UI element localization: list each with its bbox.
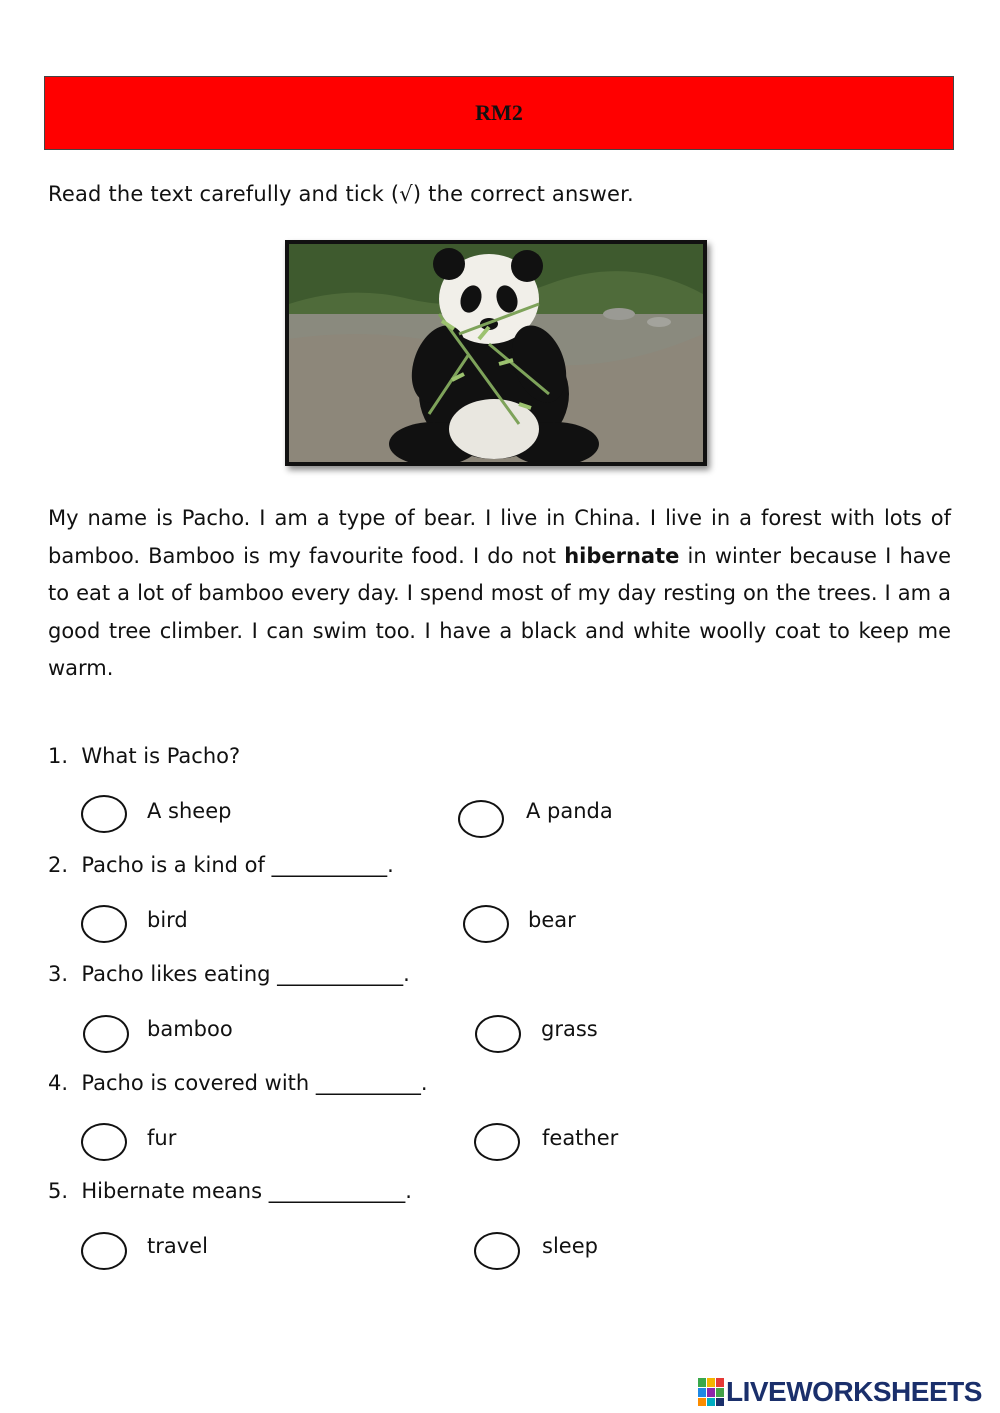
question-2: 2. Pacho is a kind of ___________. xyxy=(48,853,394,877)
answer-circle-q3-b[interactable] xyxy=(475,1015,521,1053)
answer-circle-q4-a[interactable] xyxy=(81,1123,127,1161)
title-bar xyxy=(44,76,954,150)
option-q2-a: bird xyxy=(147,908,188,932)
passage-text-1: My name is Pacho. I am a type of bear. I live in China. I live in a forest with lots of bamboo. Bamboo is my favourite food. I do not xyxy=(48,506,951,568)
answer-circle-q1-a[interactable] xyxy=(81,795,127,833)
panda-photo xyxy=(285,240,707,466)
option-q4-b: feather xyxy=(542,1126,619,1150)
option-q2-b: bear xyxy=(528,908,576,932)
page-title: RM2 xyxy=(475,100,523,125)
option-q4-a: fur xyxy=(147,1126,177,1150)
question-3: 3. Pacho likes eating ____________. xyxy=(48,962,410,986)
option-q3-b: grass xyxy=(541,1017,598,1041)
question-4: 4. Pacho is covered with __________. xyxy=(48,1071,428,1095)
option-q1-b: A panda xyxy=(526,799,613,823)
question-1: 1. What is Pacho? xyxy=(48,744,241,768)
logo-text: LIVEWORKSHEETS xyxy=(726,1376,982,1407)
answer-circle-q1-b[interactable] xyxy=(458,800,504,838)
question-5: 5. Hibernate means _____________. xyxy=(48,1179,412,1203)
answer-circle-q4-b[interactable] xyxy=(474,1123,520,1161)
liveworksheets-logo[interactable] xyxy=(698,1375,982,1409)
answer-circle-q2-a[interactable] xyxy=(81,905,127,943)
option-q1-a: A sheep xyxy=(147,799,232,823)
option-q3-a: bamboo xyxy=(147,1017,233,1041)
passage-text-2: in winter because I have to eat a lot of bamboo every day. I spend most of my day resting on the trees. I am a good tree climber. I can swim too. I have a black and white woolly coat to keep me warm. xyxy=(48,543,952,680)
option-q5-b: sleep xyxy=(542,1234,598,1258)
answer-circle-q3-a[interactable] xyxy=(83,1015,129,1053)
liveworksheets-logo-icon xyxy=(698,1378,724,1406)
answer-circle-q2-b[interactable] xyxy=(463,905,509,943)
answer-circle-q5-a[interactable] xyxy=(81,1232,127,1270)
passage-bold-word: hibernate xyxy=(564,543,680,568)
reading-passage xyxy=(48,500,951,688)
option-q5-a: travel xyxy=(147,1234,208,1258)
instruction-text: Read the text carefully and tick (√) the correct answer. xyxy=(48,182,634,206)
answer-circle-q5-b[interactable] xyxy=(474,1232,520,1270)
